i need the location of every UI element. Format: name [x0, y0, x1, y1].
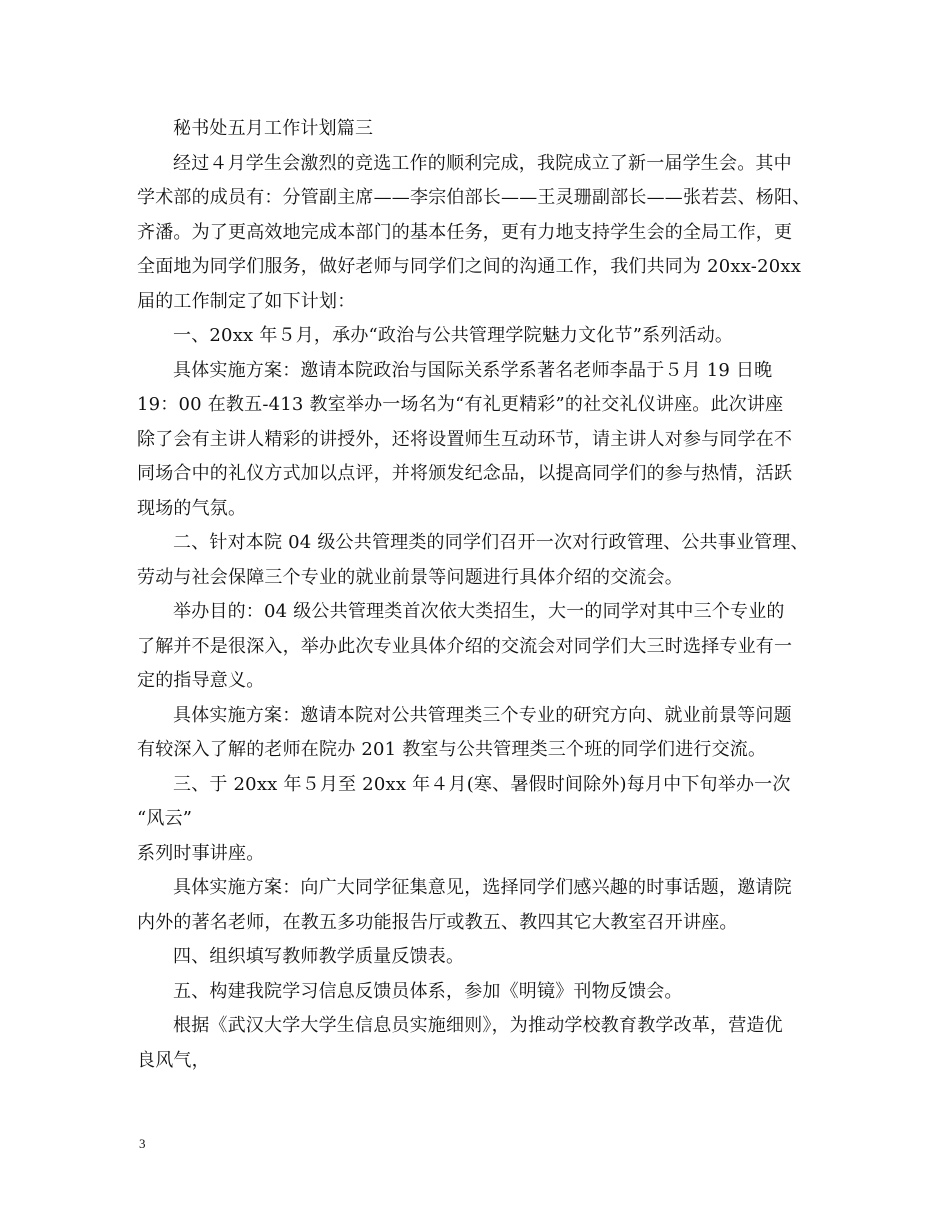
text-line: 学术部的成员有：分管副主席——李宗伯部长——王灵珊副部长——张若芸、杨阳、 — [137, 187, 811, 208]
text-line: 具体实施方案：向广大同学征集意见，选择同学们感兴趣的时事话题，邀请院 — [173, 877, 792, 898]
text-line: 良风气， — [137, 1049, 210, 1071]
text-line: 系列时事讲座。 — [137, 842, 265, 864]
text-line: 劳动与社会保障三个专业的就业前景等问题进行具体介绍的交流会。 — [137, 566, 683, 588]
text-line: 一、20xx 年５月，承办“政治与公共管理学院魅力文化节”系列活动。 — [173, 325, 734, 346]
text-line: 定的指导意义。 — [137, 670, 265, 691]
text-line: 经过４月学生会激烈的竞选工作的顺利完成，我院成立了新一届学生会。其中 — [173, 152, 792, 174]
text-line: 根据《武汉大学大学生信息员实施细则》，为推动学校教育教学改革，营造优 — [173, 1015, 783, 1036]
text-line: 四、组织填写教师教学质量反馈表。 — [173, 946, 465, 967]
text-line: 三、于 20xx 年５月至 20xx 年４月(寒、暑假时间除外)每月中下旬举办一次 — [173, 773, 791, 795]
text-line: 19：00 在教五-413 教室举办一场名为“有礼更精彩”的社交礼仪讲座。此次讲座 — [137, 394, 784, 415]
text-line: 内外的著名老师，在教五多功能报告厅或教五、教四其它大教室召开讲座。 — [137, 911, 738, 933]
text-line: 全面地为同学们服务，做好老师与同学们之间的沟通工作，我们共同为 20xx-20xx — [137, 256, 802, 277]
text-line: 具体实施方案：邀请本院政治与国际关系学系著名老师李晶于５月 19 日晚 — [173, 359, 773, 381]
text-line: 除了会有主讲人精彩的讲授外，还将设置师生互动环节，请主讲人对参与同学在不 — [137, 428, 793, 450]
text-line: 二、针对本院 04 级公共管理类的同学们召开一次对行政管理、公共事业管理、 — [173, 532, 809, 553]
text-line: 同场合中的礼仪方式加以点评，并将颁发纪念品，以提高同学们的参与热情，活跃 — [137, 463, 793, 484]
text-line: 五、构建我院学习信息反馈员体系，参加《明镜》刊物反馈会。 — [173, 980, 683, 1002]
text-line: 齐潘。为了更高效地完成本部门的基本任务，更有力地支持学生会的全局工作，更 — [137, 221, 793, 243]
text-line: “风云” — [137, 808, 193, 829]
text-line: 秘书处五月工作计划篇三 — [173, 118, 374, 139]
text-line: 了解并不是很深入，举办此次专业具体介绍的交流会对同学们大三时选择专业有一 — [137, 635, 793, 657]
document-body — [137, 112, 817, 1078]
text-line: 有较深入了解的老师在院办 201 教室与公共管理类三个班的同学们进行交流。 — [137, 739, 767, 760]
text-line: 现场的气氛。 — [137, 497, 247, 519]
page-number: 3 — [139, 1136, 146, 1151]
text-line: 届的工作制定了如下计划： — [137, 290, 356, 312]
text-line: 具体实施方案：邀请本院对公共管理类三个专业的研究方向、就业前景等问题 — [173, 704, 792, 726]
text-line: 举办目的：04 级公共管理类首次依大类招生，大一的同学对其中三个专业的 — [173, 601, 785, 622]
